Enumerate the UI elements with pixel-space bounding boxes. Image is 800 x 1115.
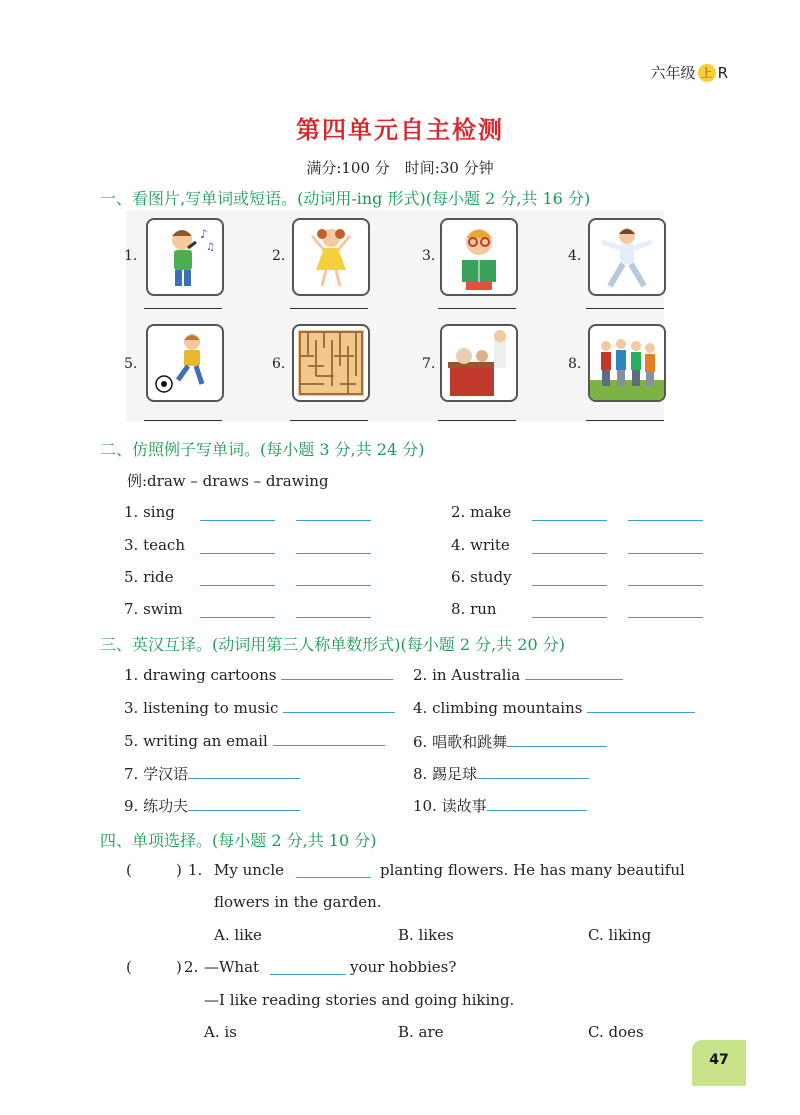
answer-blank[interactable] bbox=[281, 665, 393, 680]
section2-example: 例:draw – draws – drawing bbox=[127, 472, 329, 490]
answer-blank[interactable] bbox=[532, 585, 607, 586]
word-item: 7. swim bbox=[124, 600, 183, 618]
word-item: 1. sing bbox=[124, 503, 175, 521]
answer-blank[interactable] bbox=[507, 732, 607, 747]
option-a[interactable]: A. like bbox=[214, 926, 262, 944]
picture-number: 8. bbox=[568, 356, 582, 372]
section2-title: 二、仿照例子写单词。 bbox=[100, 440, 261, 459]
answer-blank[interactable] bbox=[296, 585, 371, 586]
translate-text: 5. writing an email bbox=[124, 732, 268, 750]
question-text: planting flowers. He has many beautiful bbox=[380, 861, 685, 879]
answer-blank[interactable] bbox=[188, 796, 300, 811]
section1-title: 一、看图片,写单词或短语。 bbox=[100, 189, 298, 208]
kung-fu-icon bbox=[588, 218, 666, 296]
answer-blank[interactable] bbox=[296, 617, 371, 618]
answer-blank[interactable] bbox=[487, 796, 587, 811]
picture-grid bbox=[126, 210, 664, 422]
word-item: 5. ride bbox=[124, 568, 174, 586]
question-text: —What bbox=[204, 958, 260, 976]
answer-blank[interactable] bbox=[188, 764, 300, 779]
answer-blank[interactable] bbox=[525, 665, 623, 680]
word-item: 3. teach bbox=[124, 536, 185, 554]
translate-item bbox=[413, 763, 589, 784]
picture-number: 2. bbox=[272, 248, 286, 264]
section1-note: (动词用-ing 形式)(每小题 2 分,共 16 分) bbox=[297, 189, 591, 208]
section4-note: (每小题 2 分,共 10 分) bbox=[212, 831, 377, 850]
answer-blank[interactable] bbox=[296, 877, 371, 878]
page-number: 47 bbox=[692, 1040, 746, 1086]
translate-text: 6. 唱歌和跳舞 bbox=[413, 733, 508, 751]
answer-blank[interactable] bbox=[532, 520, 607, 521]
answer-blank[interactable] bbox=[628, 520, 703, 521]
translate-item bbox=[413, 665, 623, 684]
page-title: 第四单元自主检测 bbox=[296, 116, 504, 144]
maze-icon bbox=[292, 324, 370, 402]
option-c[interactable]: C. does bbox=[588, 1023, 644, 1041]
answer-blank[interactable] bbox=[587, 698, 695, 713]
translate-text: 1. drawing cartoons bbox=[124, 666, 277, 684]
picture-number: 4. bbox=[568, 248, 582, 264]
question-text: My uncle bbox=[214, 861, 284, 879]
answer-paren-close[interactable]: ) bbox=[176, 958, 182, 976]
answer-paren-open[interactable]: ( bbox=[126, 861, 132, 879]
answer-blank[interactable] bbox=[200, 585, 275, 586]
picture-number: 1. bbox=[124, 248, 138, 264]
option-c[interactable]: C. liking bbox=[588, 926, 652, 944]
translate-text: 10. 读故事 bbox=[413, 797, 487, 815]
answer-blank[interactable] bbox=[200, 617, 275, 618]
section2-heading bbox=[100, 437, 424, 460]
grade-prefix: 六年级 bbox=[650, 64, 696, 82]
translate-item bbox=[124, 665, 393, 684]
section3-title: 三、英汉互译。 bbox=[100, 635, 213, 654]
answer-blank[interactable] bbox=[270, 974, 346, 975]
word-item: 4. write bbox=[451, 536, 510, 554]
answer-blank[interactable] bbox=[532, 617, 607, 618]
option-b[interactable]: B. are bbox=[398, 1023, 444, 1041]
answer-blank[interactable] bbox=[532, 553, 607, 554]
grade-tag bbox=[651, 62, 728, 83]
section4-title: 四、单项选择。 bbox=[100, 831, 213, 850]
picture-number: 6. bbox=[272, 356, 286, 372]
score-time-info: 满分:100 分 时间:30 分钟 bbox=[306, 159, 494, 177]
word-item: 2. make bbox=[451, 503, 512, 521]
translate-text: 3. listening to music bbox=[124, 699, 279, 717]
answer-blank[interactable] bbox=[296, 520, 371, 521]
option-b[interactable]: B. likes bbox=[398, 926, 454, 944]
dancing-girl-icon bbox=[292, 218, 370, 296]
answer-blank[interactable] bbox=[283, 698, 395, 713]
answer-blank[interactable] bbox=[200, 520, 275, 521]
singing-boy-icon bbox=[146, 218, 224, 296]
answer-blank[interactable] bbox=[477, 764, 589, 779]
question-text: flowers in the garden. bbox=[214, 893, 382, 911]
word-item: 6. study bbox=[451, 568, 512, 586]
translate-item bbox=[413, 795, 587, 816]
answer-blank[interactable] bbox=[200, 553, 275, 554]
question-text: your hobbies? bbox=[350, 958, 457, 976]
section1-heading bbox=[100, 186, 590, 209]
grade-circle: 上 bbox=[698, 64, 716, 82]
word-item: 8. run bbox=[451, 600, 497, 618]
hiking-icon bbox=[588, 324, 666, 402]
answer-blank[interactable] bbox=[628, 617, 703, 618]
answer-blank[interactable] bbox=[273, 731, 385, 746]
section4-heading bbox=[100, 828, 376, 851]
reading-boy-icon bbox=[440, 218, 518, 296]
answer-blank[interactable] bbox=[628, 553, 703, 554]
translate-item bbox=[124, 698, 395, 717]
translate-item bbox=[413, 698, 695, 717]
soccer-boy-icon bbox=[146, 324, 224, 402]
translate-text: 7. 学汉语 bbox=[124, 765, 189, 783]
question-number: 1. bbox=[188, 861, 203, 879]
translate-item bbox=[124, 763, 300, 784]
answer-paren-open[interactable]: ( bbox=[126, 958, 132, 976]
translate-text: 4. climbing mountains bbox=[413, 699, 583, 717]
picture-number: 3. bbox=[422, 248, 436, 264]
section2-note: (每小题 3 分,共 24 分) bbox=[260, 440, 425, 459]
grade-suffix: R bbox=[717, 63, 728, 82]
answer-blank[interactable] bbox=[628, 585, 703, 586]
translate-text: 8. 踢足球 bbox=[413, 765, 478, 783]
translate-item bbox=[124, 795, 300, 816]
translate-text: 9. 练功夫 bbox=[124, 797, 189, 815]
picture-number: 5. bbox=[124, 356, 138, 372]
question-text: —I like reading stories and going hiking. bbox=[204, 991, 515, 1009]
section3-heading bbox=[100, 632, 565, 655]
picture-number: 7. bbox=[422, 356, 436, 372]
section3-note: (动词用第三人称单数形式)(每小题 2 分,共 20 分) bbox=[212, 635, 565, 654]
cooking-icon bbox=[440, 324, 518, 402]
svg-text:♫: ♫ bbox=[206, 242, 215, 253]
answer-blank[interactable] bbox=[296, 553, 371, 554]
svg-text:♪: ♪ bbox=[200, 227, 208, 241]
translate-item bbox=[124, 731, 385, 750]
answer-paren-close[interactable]: ) bbox=[176, 861, 182, 879]
translate-text: 2. in Australia bbox=[413, 666, 521, 684]
translate-item bbox=[413, 731, 607, 752]
question-number: 2. bbox=[184, 958, 199, 976]
option-a[interactable]: A. is bbox=[204, 1023, 237, 1041]
